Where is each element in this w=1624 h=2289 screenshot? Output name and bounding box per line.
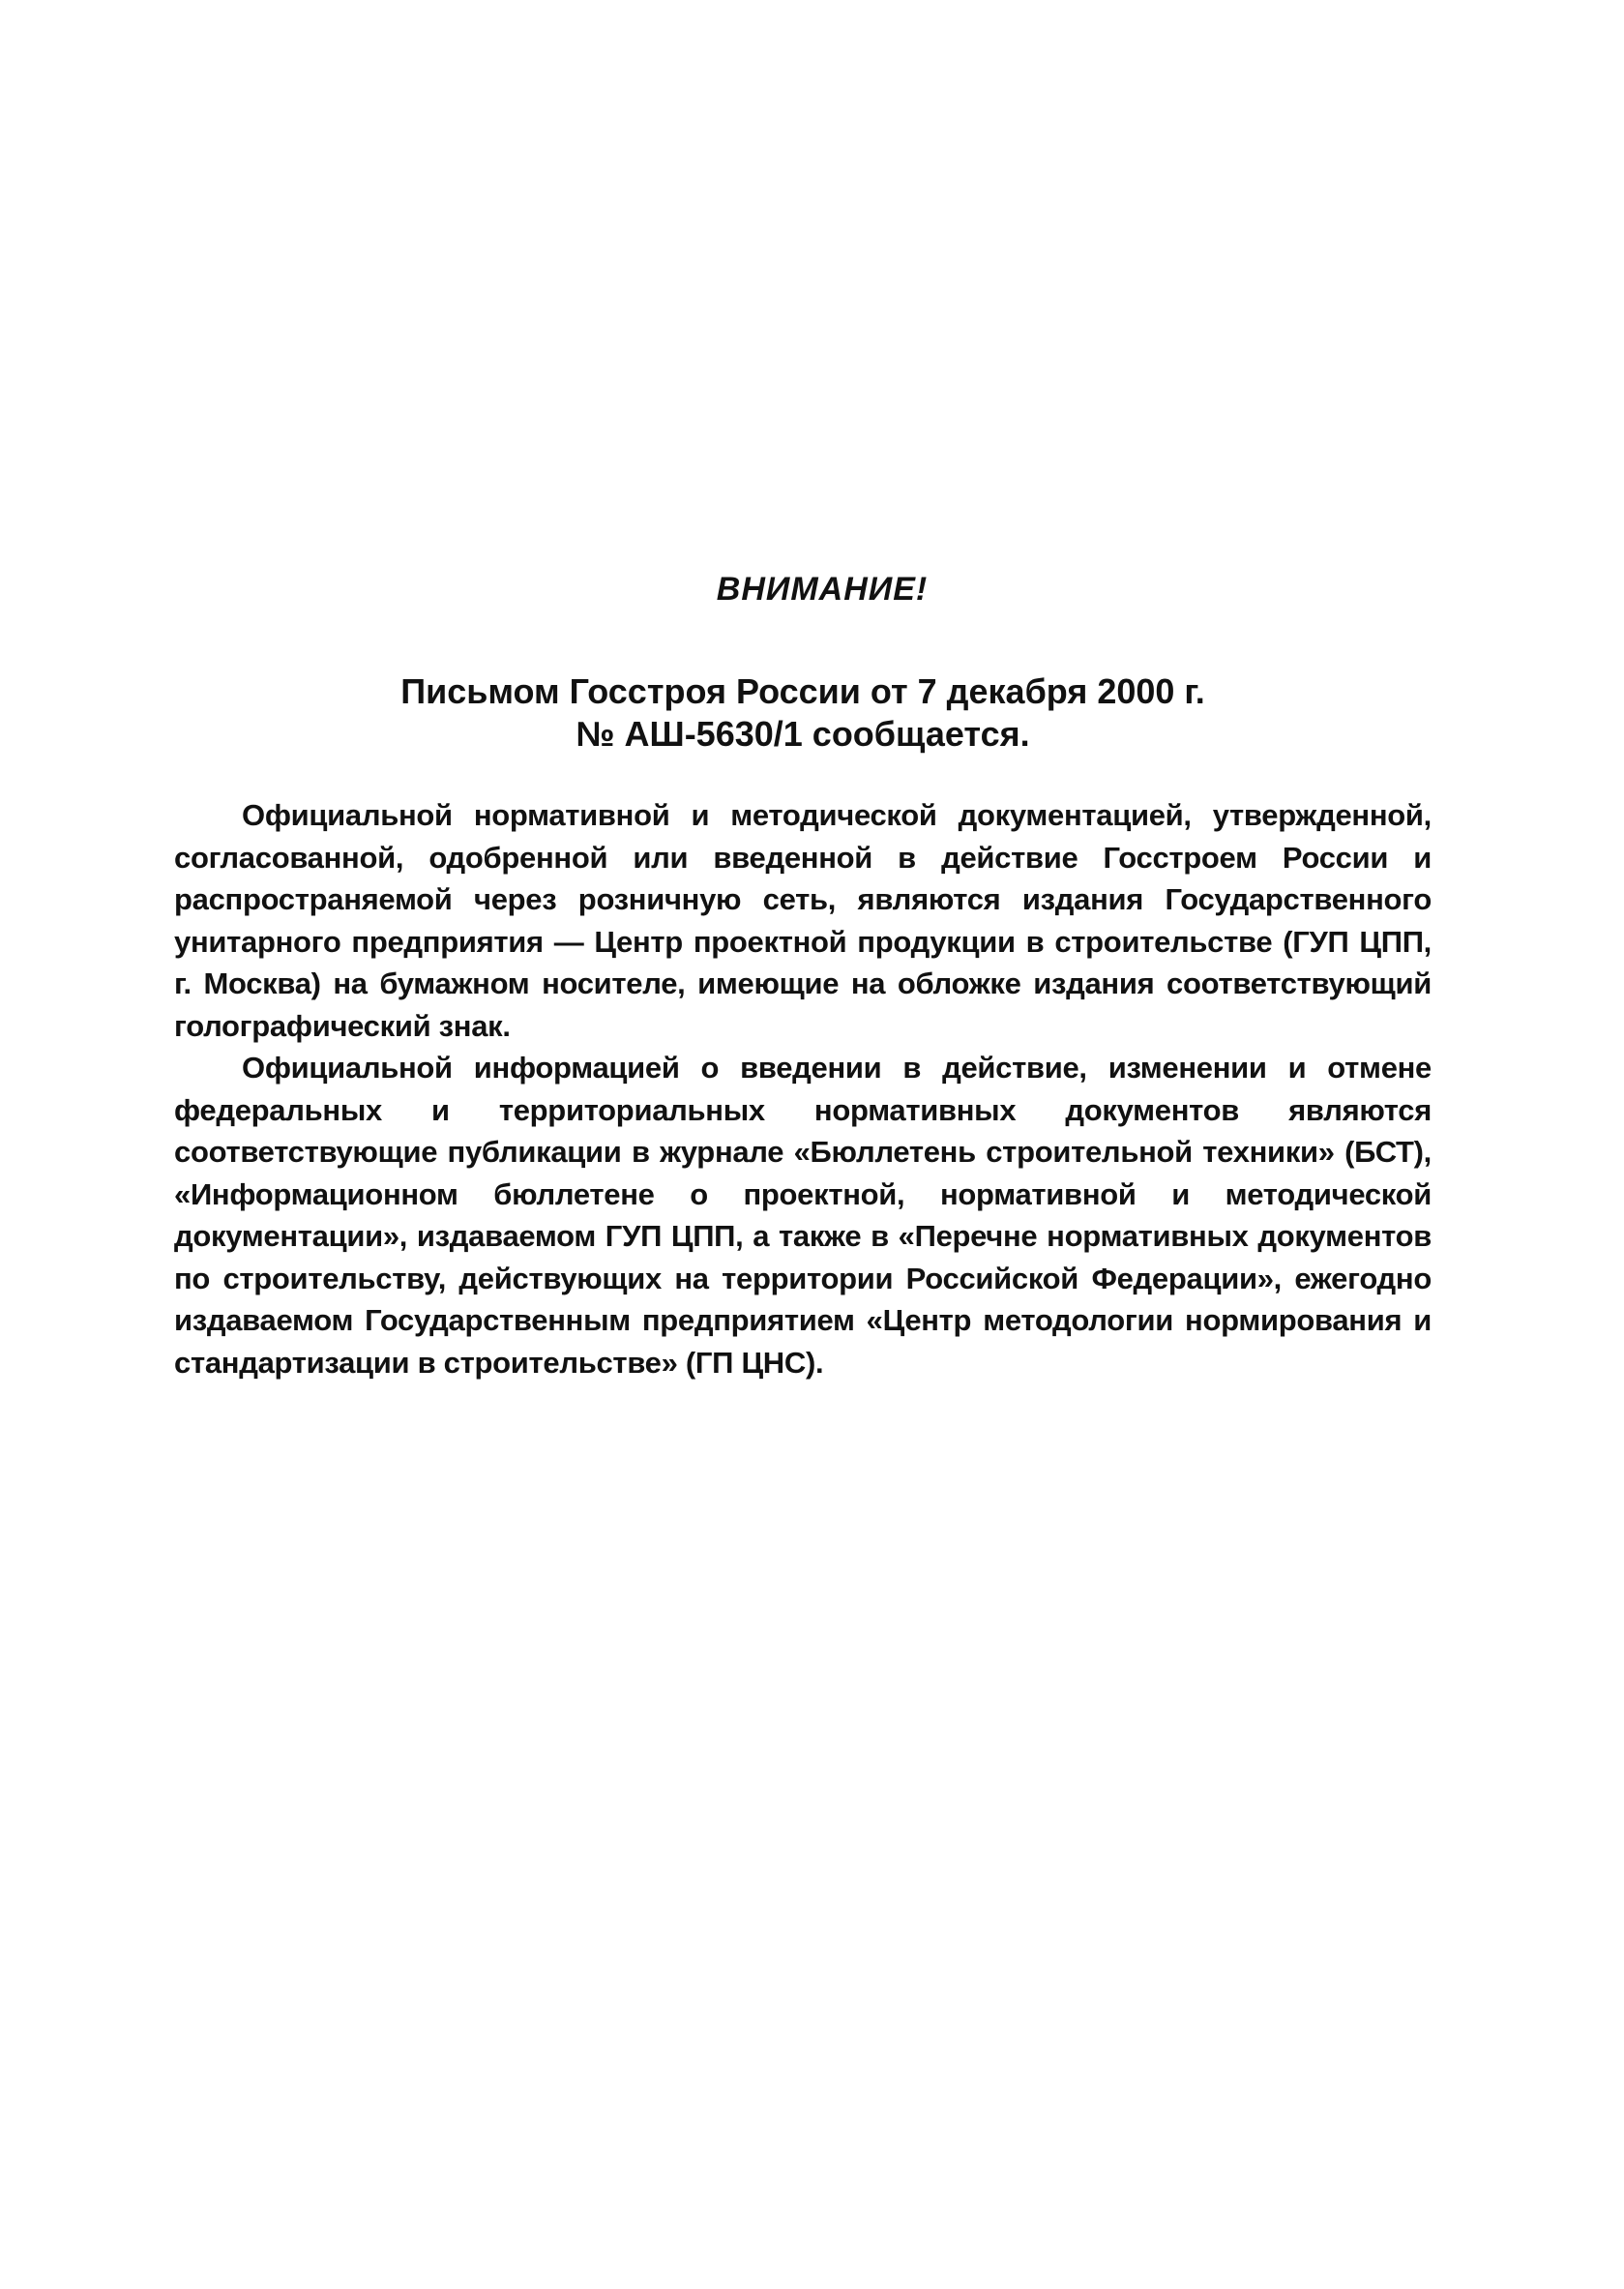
body-paragraph-2: Официальной информацией о введении в действие, изменении и отмене федеральных и территориальных нормативных документов являются соответствующие публикации в журнале «Бюллетень строительной техники» (БСТ), «Информационном бюллетене о проектной, нормативной и методической документации», издаваемом ГУП ЦПП, а также в «Перечне нормативных документов по строительству, действующих на территории Российской Федерации», ежегодно издаваемом Государственным предприятием «Центр методологии нормирования и стандартизации в строительстве» (ГП ЦНС).: [174, 1051, 1432, 1380]
letter-reference: [174, 670, 1432, 756]
body-paragraph-1: Официальной нормативной и методической документацией, утвержденной, согласованной, одобренной или введенной в действие Госстроем России и распространяемой через розничную сеть, являются издания Государственного унитарного предприятия — Центр проектной продукции в строительстве (ГУП ЦПП, г. Москва) на бумажном носителе, имеющие на обложке издания соответствующий голографический знак.: [174, 798, 1432, 1043]
attention-heading: ВНИМАНИЕ!: [716, 571, 929, 608]
letter-reference-line-1: Письмом Госстроя России от 7 декабря 2000 г.: [400, 671, 1205, 711]
notice-block: [174, 571, 1432, 1383]
letter-reference-line-2: № АШ-5630/1 сообщается.: [576, 714, 1030, 754]
